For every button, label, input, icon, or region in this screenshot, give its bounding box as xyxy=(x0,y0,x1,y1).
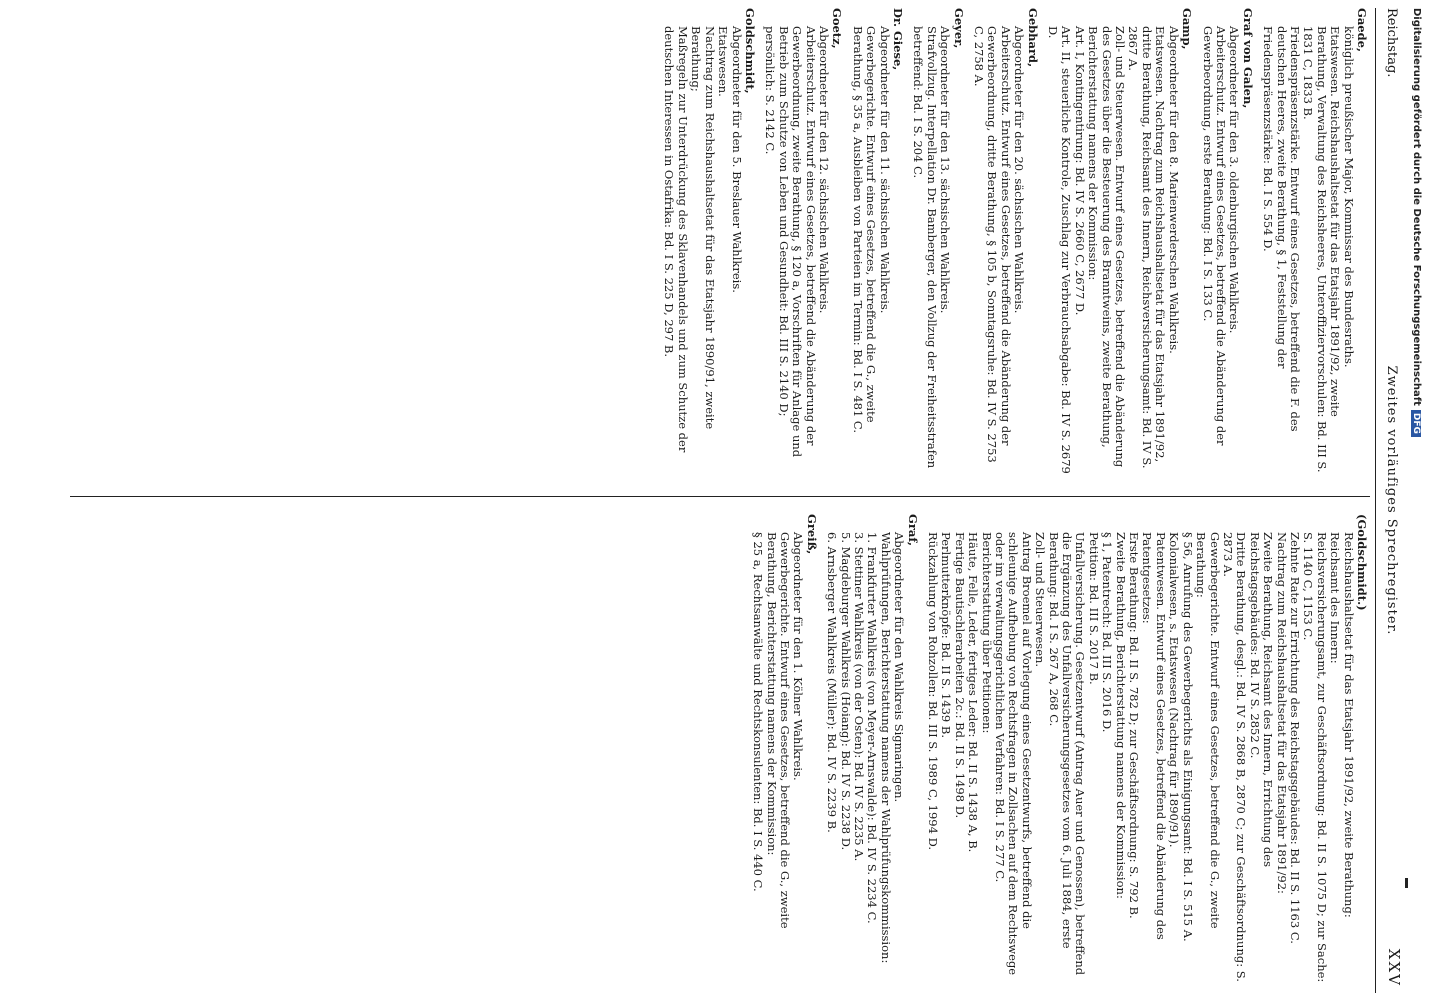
entry-line: Nachtrag zum Reichshaushaltsetat für das Etatsjahr 1890/91, zweite Berathung; xyxy=(689,26,717,430)
entry-line: Zehnte Rate zur Errichtung des Reichstagsgebäudes: Bd. II S. 1163 C. xyxy=(1287,532,1302,944)
entry-line: Etatswesen. Reichshaushaltsetat für das Etatsjahr 1891/92, zweite Berathung, Verwaltung des Reichsheeres, Unteroffiziervorschulen: Bd. III S. 1831 C, 1833 B. xyxy=(1301,26,1343,473)
entry-line: Reichshaushaltsetat für das Etatsjahr 1891/92, zweite Berathung: xyxy=(1341,532,1356,918)
header-title: Zweites vorläufiges Sprechregister. xyxy=(1384,365,1399,636)
entry-line: Arbeiterschutz. Entwurf eines Gesetzes, betreffend die Abänderung der Gewerbeordnung, erste Berathung: Bd. I S. 133 C. xyxy=(1200,26,1228,446)
entry-heading xyxy=(891,8,904,478)
page-number: XXV xyxy=(1385,948,1403,987)
entry-line: 1. Frankfurter Wahlkreis (von Meyer-Arnswalde): Bd. IV S. 2234 C. xyxy=(865,532,880,924)
speaker-name: (Goldschmidt.) xyxy=(1355,514,1369,611)
entry-line: Erste Berathung: Bd. II S. 782 D; zur Geschäftsordnung: S. 792 B. xyxy=(1127,532,1142,919)
register-entry xyxy=(972,8,1039,478)
entry-line: Friedenspräsenzstärke. Entwurf eines Gesetzes, betreffend die F. des deutschen Heeres, zweite Berathung, § 1, Feststellung der Friedenspräsenzstärke: Bd. I S. 554 D. xyxy=(1261,26,1302,432)
right-column xyxy=(744,514,1368,984)
rotated-page-content xyxy=(60,8,1403,993)
entry-heading xyxy=(830,8,843,478)
entry-line: Art. I, Kontingentirung: Bd. IV S. 2660 C, 2677 D. xyxy=(1072,26,1087,316)
entry-heading xyxy=(1355,8,1368,478)
speaker-name: Goetz, xyxy=(830,8,845,49)
entry-line: Arbeiterschutz. Entwurf eines Gesetzes, betreffend die Abänderung der Gewerbeordnung, zweite Berathung, § 120 a, Vorschriften für Anlage und Betrieb zum Schutze von Leben und Gesundheit: Bd. III S. 2140 D; persönlich: S. 2142 C. xyxy=(763,26,818,458)
entry-heading xyxy=(1240,8,1253,478)
entry-line: Etatswesen. xyxy=(716,26,731,97)
speaker-name: Goldschmidt, xyxy=(742,8,757,94)
speaker-name: Gamp, xyxy=(1180,8,1195,50)
entry-line: Strafvollzug. Interpellation Dr. Bamberger, den Vollzug der Freiheitsstrafen betreffend: Bd. I S. 204 C. xyxy=(911,26,939,469)
entry-line: Fertige Bautischlerarbeiten 2c.: Bd. II S. 1498 D. xyxy=(952,532,967,819)
entry-line: Abgeordneter für den 12. sächsischen Wahlkreis. xyxy=(816,26,831,314)
credit-text xyxy=(1411,8,1422,437)
entry-line: 6. Arnsberger Wahlkreis (Müller): Bd. IV S. 2239 B. xyxy=(825,532,840,833)
speaker-name: Geyer, xyxy=(951,8,966,49)
entry-line: Abgeordneter für den Wahlkreis Sigmaringen. xyxy=(892,532,907,803)
speaker-name: Gebhard, xyxy=(1025,8,1040,68)
entry-heading xyxy=(1180,8,1193,478)
dfg-logo: DFG xyxy=(1411,410,1421,437)
register-entry xyxy=(911,8,965,478)
entry-line: Abgeordneter für den 11. sächsischen Wahlkreis. xyxy=(877,26,892,314)
register-entry xyxy=(763,8,843,478)
entry-line: Maßregeln zur Unterdrückung des Sklavenhandels und zum Schutze der deutschen Interessen in Ostafrika: Bd. I S. 225 D, 297 B. xyxy=(662,26,690,453)
entry-line: Zoll- und Steuerwesen. xyxy=(1033,532,1048,668)
scan-mark xyxy=(1405,878,1408,888)
register-entry xyxy=(1046,8,1193,478)
entry-line: Gewerbegerichte. Entwurf eines Gesetzes, betreffend die G., zweite Berathung, Berichterstattung namens der Kommission: xyxy=(764,532,792,929)
entry-line: königlich preußischer Major, Kommissar des Bundesraths. xyxy=(1341,26,1356,368)
speaker-name: Dr. Giese, xyxy=(891,8,905,71)
entry-line: Art. II, steuerliche Kontrole, Zuschlag zur Verbrauchsabgabe: Bd. IV S. 2679 D. xyxy=(1046,26,1074,474)
register-entry xyxy=(850,8,904,478)
entry-line: Patentwesen. Entwurf eines Gesetzes, betreffend die Abänderung des Patentgesetzes: xyxy=(1140,532,1168,940)
entry-line: Kolonialwesen, s. Etatswesen (Nachtrag für 1890/91). xyxy=(1167,532,1182,848)
entry-line: Petition: Bd. III S. 2017 B. xyxy=(1086,532,1101,685)
entry-line: Abgeordneter für den 3. oldenburgischen Wahlkreis. xyxy=(1227,26,1242,334)
entry-line: § 1, Patentrecht: Bd. III S. 2016 D. xyxy=(1100,532,1115,733)
sidebar-credit xyxy=(1410,0,1432,1000)
entry-line: Abgeordneter für den 5. Breslauer Wahlkreis. xyxy=(729,26,744,293)
credit-label: Digitalisierung gefördert durch die Deutsche Forschungsgemeinschaft xyxy=(1411,8,1422,406)
entry-line: Reichsamt des Innern: xyxy=(1328,532,1343,664)
entry-line: Zweite Berathung, Reichsamt des Innern, Errichtung des Reichstagsgebäudes: Bd. IV S. 2852 C. xyxy=(1247,532,1276,867)
entry-line: § 25 a, Rechtsanwälte und Rechtskonsulenten: Bd. I S. 440 C. xyxy=(751,532,766,892)
running-header xyxy=(1380,8,1403,993)
entry-line: Gewerbegerichte. Entwurf eines Gesetzes, betreffend die G., zweite Berathung: xyxy=(1194,532,1222,929)
entry-line: Gewerbegerichte. Entwurf eines Gesetzes, betreffend die G., zweite Berathung, § 35 a, Ausbleiben von Parteien im Termin: Bd. I S. 481 C. xyxy=(850,26,879,433)
left-column xyxy=(655,8,1368,478)
entry-line: Antrag Broemel auf Vorlegung eines Gesetzentwurfs, betreffend die schleunige Aufhebung von Rechtsfragen in Zollsachen auf dem Rechtswege oder im verwaltungsgerichtlichen Verfahren: Bd. I S. 277 C. xyxy=(993,532,1034,976)
entry-line: Abgeordneter für den 8. Marienwerderschen Wahlkreis. xyxy=(1166,26,1181,354)
entry-line: Zweite Berathung, Berichterstattung namens der Kommission: xyxy=(1113,532,1128,899)
register-entry xyxy=(1261,8,1368,478)
entry-line: Etatswesen. Nachtrag zum Reichshaushaltsetat für das Etatsjahr 1891/92, dritte Berathung, Reichsamt des Innern, Reichsversicherungsamt: Bd. IV S. 2867 A. xyxy=(1126,26,1168,469)
register-entry xyxy=(662,8,756,478)
entry-heading xyxy=(951,8,964,478)
entry-line: Berichterstattung über Petitionen: xyxy=(979,532,994,734)
entry-line: Abgeordneter für den 13. sächsischen Wahlkreis. xyxy=(938,26,953,314)
header-rule xyxy=(1375,8,1376,993)
entry-line: Abgeordneter für den 1. Kölner Wahlkreis. xyxy=(791,532,806,781)
entry-line: Abgeordneter für den 20. sächsischen Wahlkreis. xyxy=(1012,26,1027,314)
entry-line: Unfallversicherung. Gesetzentwurf (Antrag Auer und Genossen), betreffend die Ergänzung des Unfallversicherungsgesetzes vom 6. Juli 1884, erste Berathung: Bd. I S. 267 A, 268 C. xyxy=(1046,532,1088,976)
register-entry xyxy=(926,514,1368,984)
speaker-name: Graf, xyxy=(905,514,920,547)
entry-heading xyxy=(743,8,756,478)
speaker-name: Gaede, xyxy=(1355,8,1369,52)
entry-heading xyxy=(804,514,817,984)
entry-line: 3. Stettiner Wahlkreis (von der Osten): Bd. IV S. 2235 A. xyxy=(851,532,866,862)
register-entry xyxy=(825,514,919,984)
entry-line: § 56, Anrufung des Gewerbegerichts als Einigungsamt: Bd. I S. 515 A. xyxy=(1180,532,1195,942)
speaker-name: Graf von Galen, xyxy=(1240,8,1255,109)
register-entry xyxy=(1200,8,1254,478)
entry-line: Häute, Felle, Leder, fertiges Leder: Bd. II S. 1438 A, B. xyxy=(966,532,981,853)
entry-line: Nachtrag zum Reichshaushaltsetat für das Etatsjahr 1891/92: xyxy=(1274,532,1289,894)
entry-line: Dritte Berathung, desgl.: Bd. IV S. 2868 B, 2870 C; zur Geschäftsordnung: S. 2873 A. xyxy=(1220,532,1249,982)
entry-heading xyxy=(905,514,918,984)
entry-heading xyxy=(1025,8,1038,478)
entry-line: Arbeiterschutz. Entwurf eines Gesetzes, betreffend die Abänderung der Gewerbeordnung, dritte Berathung, § 105 b, Sonntagsruhe: Bd. IV S. 2753 C, 2758 A. xyxy=(972,26,1013,463)
entry-line: 5. Magdeburger Wahlkreis (Hoiang): Bd. IV S. 2238 D. xyxy=(838,532,853,851)
header-left: Reichstag. xyxy=(1384,8,1399,78)
entry-line: Perlmutterknöpfe: Bd. II S. 1439 B. xyxy=(939,532,954,738)
entry-line: Rückzahlung von Rohzollen: Bd. III S. 1989 C, 1994 D. xyxy=(926,532,940,851)
register-entry xyxy=(751,514,818,984)
column-rule xyxy=(70,496,1370,497)
entry-line: Reichsversicherungsamt, zur Geschäftsordnung: Bd. II S. 1075 D; zur Sache: S. 1140 C, 1153 C. xyxy=(1301,532,1329,983)
entry-line: Wahlprüfungen, Berichterstattung namens der Wahlprüfungskommission: xyxy=(878,532,893,964)
entry-heading xyxy=(1355,514,1368,984)
entry-line: Zoll- und Steuerwesen. Entwurf eines Gesetzes, betreffend die Abänderung des Gesetzes über die Besteuerung des Branntweins, zweite Berathung, Berichterstattung namens der Kommission: xyxy=(1086,26,1128,468)
speaker-name: Greiß, xyxy=(804,514,819,555)
